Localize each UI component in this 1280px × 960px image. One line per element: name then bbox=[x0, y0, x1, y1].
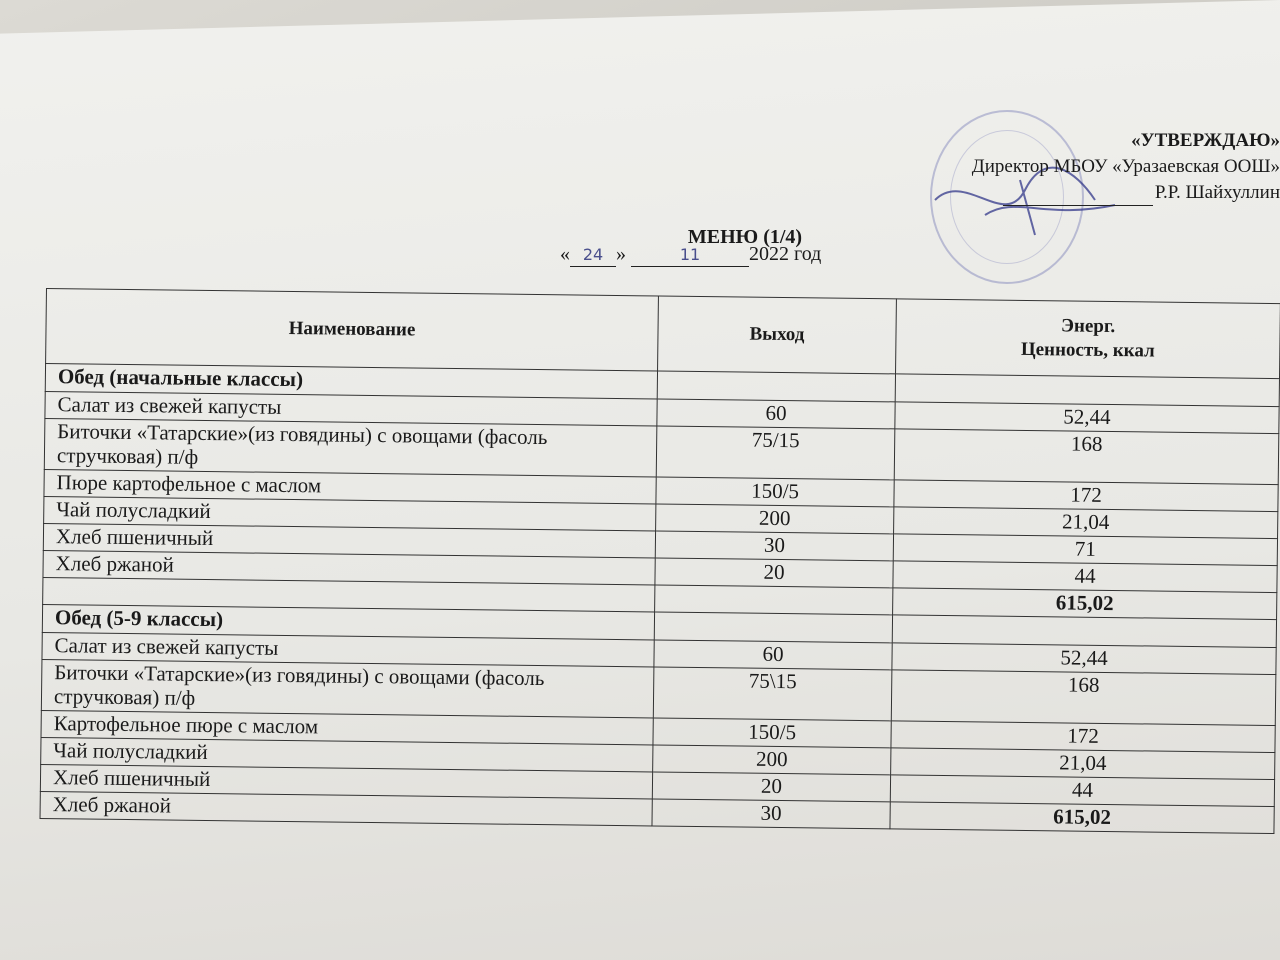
section-title: Обед (начальные классы) bbox=[45, 364, 657, 399]
section-title: Обед (5-9 классы) bbox=[42, 604, 654, 639]
date-quote-open: « bbox=[560, 243, 570, 265]
approval-heading: «УТВЕРЖДАЮ» bbox=[1131, 130, 1280, 151]
dish-yield: 30 bbox=[655, 531, 893, 561]
dish-kcal: 21,04 bbox=[891, 748, 1275, 780]
dish-yield: 200 bbox=[656, 504, 894, 534]
dish-kcal: 44 bbox=[893, 561, 1277, 593]
menu-table-wrap bbox=[40, 288, 1280, 834]
header-energy-line1: Энерг. bbox=[1060, 315, 1116, 338]
date-month: 11 bbox=[679, 245, 701, 264]
dish-yield: 150/5 bbox=[653, 718, 891, 748]
dish-kcal: 52,44 bbox=[895, 402, 1279, 434]
dish-kcal: 168 bbox=[891, 670, 1276, 726]
dish-yield: 150/5 bbox=[656, 477, 894, 507]
dish-yield: 200 bbox=[653, 745, 891, 775]
date-day-field bbox=[570, 243, 616, 267]
header-yield: Выход bbox=[658, 296, 897, 374]
dish-kcal: 71 bbox=[893, 534, 1277, 566]
dish-name: Чай полусладкий bbox=[41, 737, 653, 771]
dish-kcal: 52,44 bbox=[892, 643, 1276, 675]
dish-name: Хлеб ржаной bbox=[40, 791, 652, 825]
date-month-field bbox=[631, 243, 749, 267]
dish-yield: 60 bbox=[654, 640, 892, 670]
dish-yield: 75\15 bbox=[653, 667, 892, 721]
dish-kcal: 168 bbox=[894, 429, 1279, 485]
dish-kcal: 172 bbox=[894, 480, 1278, 512]
dish-name: Хлеб ржаной bbox=[43, 550, 655, 584]
dish-name: Картофельное пюре с маслом bbox=[41, 710, 653, 744]
dish-yield: 20 bbox=[652, 772, 890, 802]
dish-name: Пюре картофельное с маслом bbox=[44, 469, 656, 503]
date-quote-close: » bbox=[616, 243, 626, 265]
dish-name: Хлеб пшеничный bbox=[40, 764, 652, 798]
total-kcal: 615,02 bbox=[893, 588, 1277, 620]
menu-title: МЕНЮ (1/4) bbox=[687, 226, 803, 248]
header-name: Наименование bbox=[46, 289, 659, 371]
dish-kcal: 21,04 bbox=[894, 507, 1278, 539]
dish-kcal: 44 bbox=[890, 775, 1274, 807]
dish-name: Чай полусладкий bbox=[44, 496, 656, 530]
header-energy bbox=[896, 299, 1280, 379]
dish-name: Салат из свежей капусты bbox=[45, 391, 657, 425]
dish-yield: 30 bbox=[652, 799, 890, 829]
date-day: 24 bbox=[582, 245, 604, 264]
dish-name: Салат из свежей капусты bbox=[42, 632, 654, 666]
date-year: 2022 год bbox=[749, 243, 822, 265]
dish-name: Биточки «Татарские»(из говядины) с овощами (фасоль стручковая) п/ф bbox=[41, 659, 654, 717]
total-kcal: 615,02 bbox=[890, 802, 1274, 834]
approval-signature-line bbox=[920, 180, 1280, 206]
approval-name: Р.Р. Шайхуллин bbox=[1154, 182, 1280, 203]
dish-name: Хлеб пшеничный bbox=[43, 523, 655, 557]
dish-yield: 60 bbox=[657, 399, 895, 429]
dish-yield: 20 bbox=[655, 558, 893, 588]
header-energy-line2: Ценность, ккал bbox=[1020, 338, 1155, 362]
dish-yield: 75/15 bbox=[656, 426, 895, 480]
approval-block bbox=[920, 128, 1280, 206]
approval-position: Директор МБОУ «Уразаевская ООШ» bbox=[971, 156, 1280, 177]
menu-table bbox=[40, 288, 1280, 834]
menu-date bbox=[560, 243, 860, 267]
signature-underline bbox=[1003, 187, 1153, 206]
dish-kcal: 172 bbox=[891, 721, 1275, 753]
dish-name: Биточки «Татарские»(из говядины) с овощами (фасоль стручковая) п/ф bbox=[44, 418, 657, 476]
